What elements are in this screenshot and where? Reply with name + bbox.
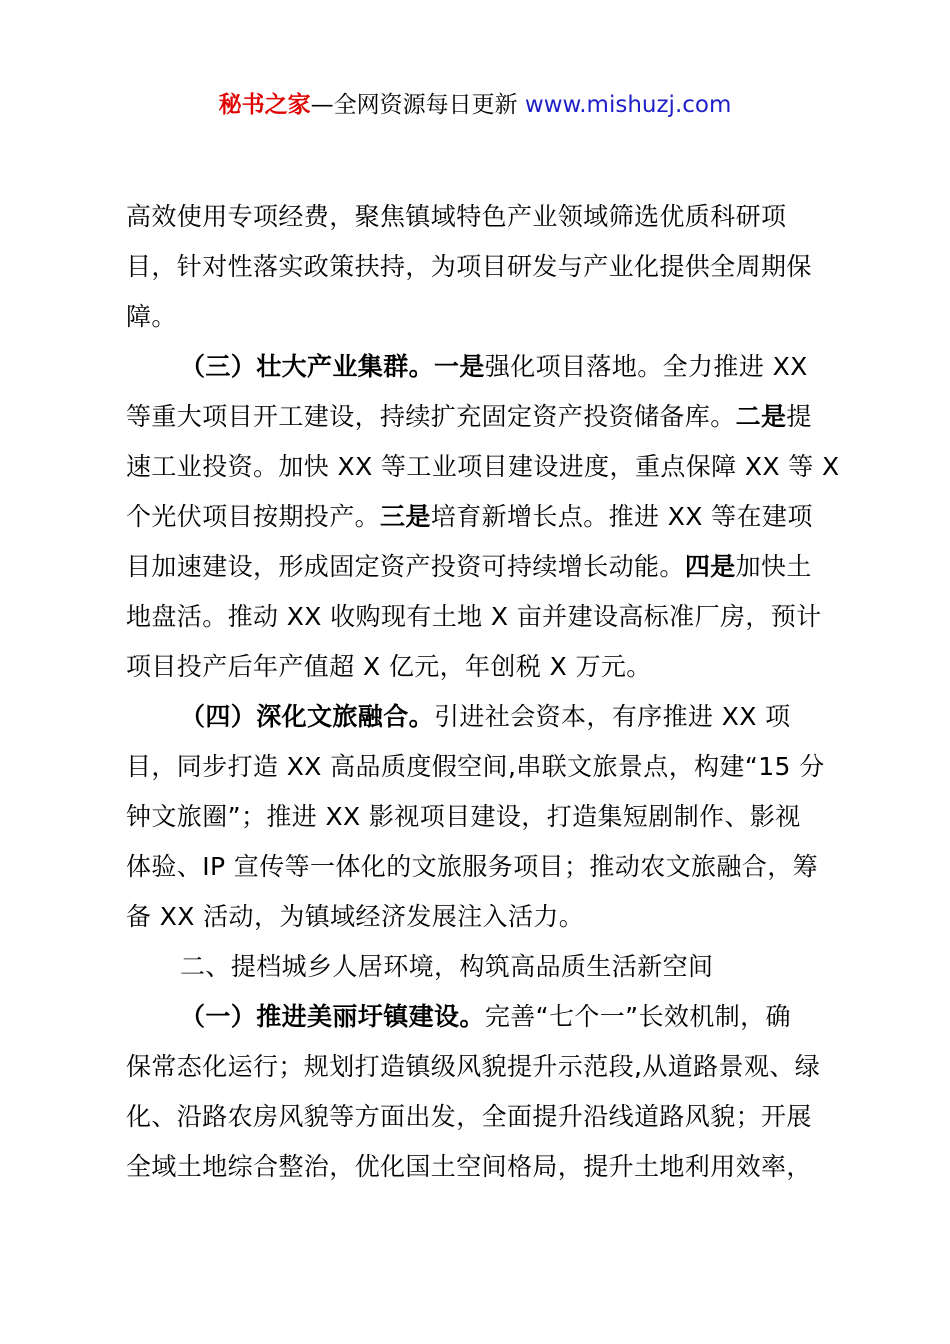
text-line [126,542,838,592]
text-segment: 地盘活。推动 XX 收购现有土地 X 亩并建设高标准厂房，预计 [126,602,822,631]
text-segment: 保常态化运行；规划打造镇级风貌提升示范段,从道路景观、绿 [126,1052,821,1081]
text-line [126,342,838,392]
text-segment: 完善“七个一”长效机制，确 [484,1002,791,1031]
text-line [126,442,838,492]
text-line [126,1142,838,1192]
text-segment: 全域土地综合整治，优化国土空间格局，提升土地利用效率， [126,1152,812,1181]
text-line [126,392,838,442]
text-segment: 项目投产后年产值超 X 亿元，年创税 X 万元。 [126,652,652,681]
text-segment: 化、沿路农房风貌等方面出发，全面提升沿线道路风貌；开展 [126,1102,812,1131]
text-segment: 提 [786,402,812,431]
header-slogan: —全网资源每日更新 [310,92,518,118]
bold-text-segment: （一）推进美丽圩镇建设。 [180,1002,485,1031]
text-line [126,842,838,892]
text-segment: 加快土 [735,552,812,581]
text-line [126,192,838,242]
text-segment: 体验、IP 宣传等一体化的文旅服务项目；推动农文旅融合，筹 [126,852,818,881]
text-segment: 目加速建设，形成固定资产投资可持续增长动能。 [126,552,685,581]
text-line [126,892,838,942]
text-segment: 强化项目落地。全力推进 XX [484,352,808,381]
text-segment: 培育新增长点。推进 XX 等在建项 [430,502,813,531]
bold-text-segment: 三是 [380,502,431,531]
text-segment: 备 XX 活动，为镇域经济发展注入活力。 [126,902,585,931]
text-line [126,992,838,1042]
text-segment: 障。 [126,302,177,331]
text-segment: 引进社会资本，有序推进 XX 项 [434,702,791,731]
bold-text-segment: （三）壮大产业集群。 [180,352,435,381]
bold-text-segment: （四）深化文旅融合。 [180,702,435,731]
document-body [126,192,838,1192]
text-line [126,592,838,642]
text-segment: 个光伏项目按期投产。 [126,502,381,531]
text-line [126,1092,838,1142]
text-segment: 高效使用专项经费，聚焦镇域特色产业领域筛选优质科研项 [126,202,787,231]
text-segment: 钟文旅圈”；推进 XX 影视项目建设，打造集短剧制作、影视 [126,802,801,831]
text-segment: 目，同步打造 XX 高品质度假空间,串联文旅景点，构建“15 分 [126,752,825,781]
bold-text-segment: 二是 [735,402,787,431]
bold-text-segment: 四是 [684,552,736,581]
text-segment: 速工业投资。加快 XX 等工业项目建设进度，重点保障 XX 等 X [126,452,840,481]
text-segment: 二、提档城乡人居环境，构筑高品质生活新空间 [180,952,714,981]
text-line [126,692,838,742]
website-url: www.mishuzj.com [524,92,732,118]
text-line [126,742,838,792]
text-line [126,792,838,842]
text-line [126,292,838,342]
brand-name: 秘书之家 [218,92,311,118]
text-segment: 等重大项目开工建设，持续扩充固定资产投资储备库。 [126,402,736,431]
bold-text-segment: 一是 [434,352,485,381]
text-line [126,242,838,292]
text-line [126,1042,838,1092]
page-header [0,88,950,122]
text-segment: 目，针对性落实政策扶持，为项目研发与产业化提供全周期保 [126,252,812,281]
text-line [126,492,838,542]
text-line [126,642,838,692]
text-line [126,942,838,992]
